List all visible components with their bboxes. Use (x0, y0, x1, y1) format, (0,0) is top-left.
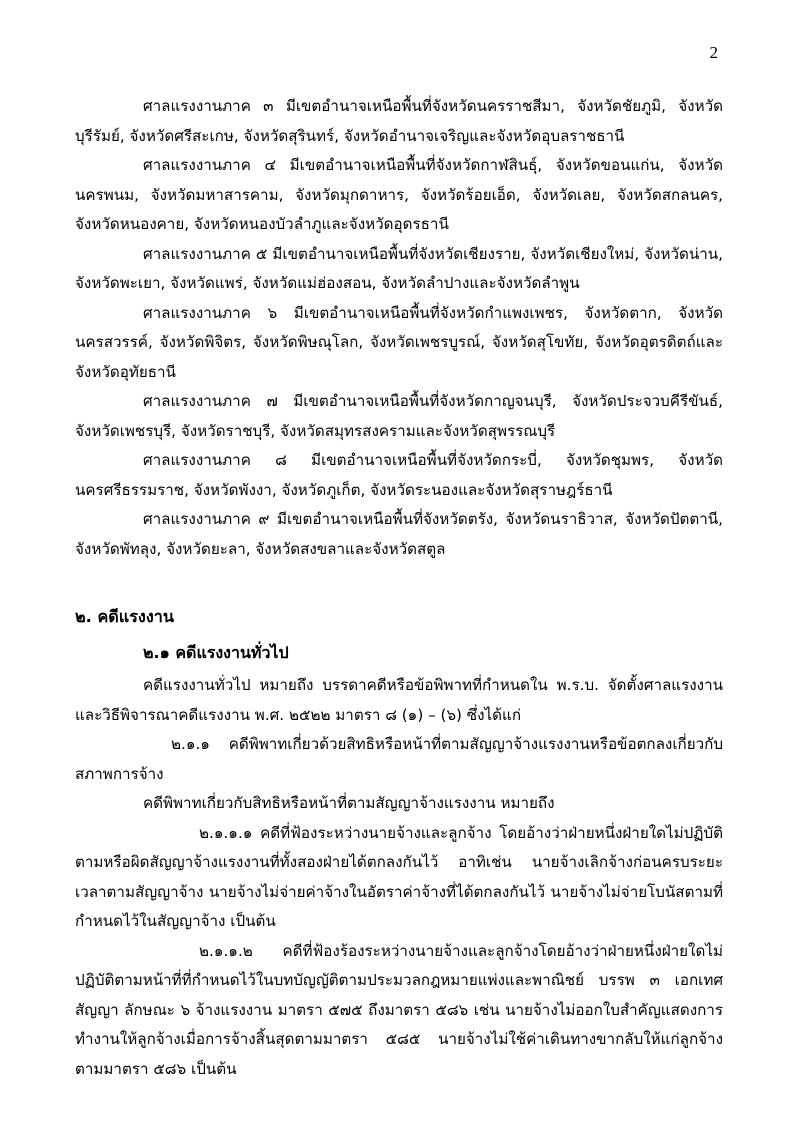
paragraph-general-labor-case-definition: คดีแรงงานทั่วไป หมายถึง บรรดาคดีหรือข้อพิพาทที่กำหนดใน พ.ร.บ. จัดตั้งศาลแรงงานและวิธีพิจารณาคดีแรงงาน พ.ศ. ๒๕๒๒ มาตรา ๘ (๑) – (๖) ซึ่งได้แก่ (75, 676, 723, 724)
page-number: 2 (709, 43, 718, 62)
paragraph-item-2-1-1-2: ๒.๑.๑.๒ คดีที่ฟ้องร้องระหว่างนายจ้างและลูกจ้างโดยอ้างว่าฝ่ายหนึ่งฝ่ายใดไม่ปฏิบัติตามหน้าที่ที่กำหนดไว้ในบทบัญญัติตามประมวลกฎหมายแพ่งและพาณิชย์ บรรพ ๓ เอกเทศสัญญา ลักษณะ ๖ จ้างแรงงาน มาตรา ๕๗๕ ถึงมาตรา ๕๘๖ เช่น นายจ้างไม่ออกใบสำคัญแสดงการทำงานให้ลูกจ้างเมื่อการจ้างสิ้นสุดตามมาตรา ๕๘๕ นายจ้างไม่ใช้ค่าเดินทางขากลับให้แก่ลูกจ้างตามมาตรา ๕๘๖ เป็นต้น (75, 941, 723, 1078)
paragraph-court-region-4: ศาลแรงงานภาค ๔ มีเขตอำนาจเหนือพื้นที่จังหวัดกาฬสินธุ์, จังหวัดขอนแก่น, จังหวัดนครพนม, จังหวัดมหาสารคาม, จังหวัดมุกดาหาร, จังหวัดร้อยเอ็ด, จังหวัดเลย, จังหวัดสกลนคร, จังหวัดหนองคาย, จังหวัดหนองบัวลำภูและจังหวัดอุดรธานี (75, 156, 723, 233)
paragraph-item-2-1-1-1: ๒.๑.๑.๑ คดีที่ฟ้องระหว่างนายจ้างและลูกจ้าง โดยอ้างว่าฝ่ายหนึ่งฝ่ายใดไม่ปฏิบัติตามหรือผิดสัญญาจ้างแรงงานที่ทั้งสองฝ่ายได้ตกลงกันไว้ อาทิเช่น นายจ้างเลิกจ้างก่อนครบระยะเวลาตามสัญญาจ้าง นายจ้างไม่จ่ายค่าจ้างในอัตราค่าจ้างที่ได้ตกลงกันไว้ นายจ้างไม่จ่ายโบนัสตามที่กำหนดไว้ในสัญญาจ้าง เป็นต้น (75, 823, 723, 930)
paragraph-court-region-3: ศาลแรงงานภาค ๓ มีเขตอำนาจเหนือพื้นที่จังหวัดนครราชสีมา, จังหวัดชัยภูมิ, จังหวัดบุรีรัมย์, จังหวัดศรีสะเกษ, จังหวัดสุรินทร์, จังหวัดอำนาจเจริญและจังหวัดอุบลราชธานี (75, 97, 723, 145)
paragraph-item-2-1-1: ๒.๑.๑ คดีพิพาทเกี่ยวด้วยสิทธิหรือหน้าที่ตามสัญญาจ้างแรงงานหรือข้อตกลงเกี่ยวกับสภาพการจ้าง (75, 735, 723, 783)
paragraph-court-region-9: ศาลแรงงานภาค ๙ มีเขตอำนาจเหนือพื้นที่จังหวัดตรัง, จังหวัดนราธิวาส, จังหวัดปัตตานี, จังหวัดพัทลุง, จังหวัดยะลา, จังหวัดสงขลาและจังหวัดสตูล (75, 510, 723, 558)
paragraph-court-region-6: ศาลแรงงานภาค ๖ มีเขตอำนาจเหนือพื้นที่จังหวัดกำแพงเพชร, จังหวัดตาก, จังหวัดนครสวรรค์, จังหวัดพิจิตร, จังหวัดพิษณุโลก, จังหวัดเพชรบูรณ์, จังหวัดสุโขทัย, จังหวัดอุตรดิตถ์และจังหวัดอุทัยธานี (75, 303, 723, 381)
subsection-heading-general-labor-cases: ๒.๑ คดีแรงงานทั่วไป (143, 642, 289, 662)
page-content (75, 92, 723, 1084)
paragraph-item-2-1-1-intro: คดีพิพาทเกี่ยวกับสิทธิหรือหน้าที่ตามสัญญาจ้างแรงงาน หมายถึง (143, 794, 555, 812)
paragraph-court-region-5: ศาลแรงงานภาค ๕ มีเขตอำนาจเหนือพื้นที่จังหวัดเชียงราย, จังหวัดเชียงใหม่, จังหวัดน่าน, จังหวัดพะเยา, จังหวัดแพร่, จังหวัดแม่ฮ่องสอน, จังหวัดลำปางและจังหวัดลำพูน (75, 244, 723, 292)
section-heading-labor-cases: ๒. คดีแรงงาน (75, 607, 174, 626)
paragraph-court-region-8: ศาลแรงงานภาค ๘ มีเขตอำนาจเหนือพื้นที่จังหวัดกระบี่, จังหวัดชุมพร, จังหวัดนครศรีธรรมราช, จังหวัดพังงา, จังหวัดภูเก็ต, จังหวัดระนองและจังหวัดสุราษฎร์ธานี (75, 451, 723, 499)
paragraph-court-region-7: ศาลแรงงานภาค ๗ มีเขตอำนาจเหนือพื้นที่จังหวัดกาญจนบุรี, จังหวัดประจวบคีรีขันธ์, จังหวัดเพชรบุรี, จังหวัดราชบุรี, จังหวัดสมุทรสงครามและจังหวัดสุพรรณบุรี (75, 392, 723, 440)
